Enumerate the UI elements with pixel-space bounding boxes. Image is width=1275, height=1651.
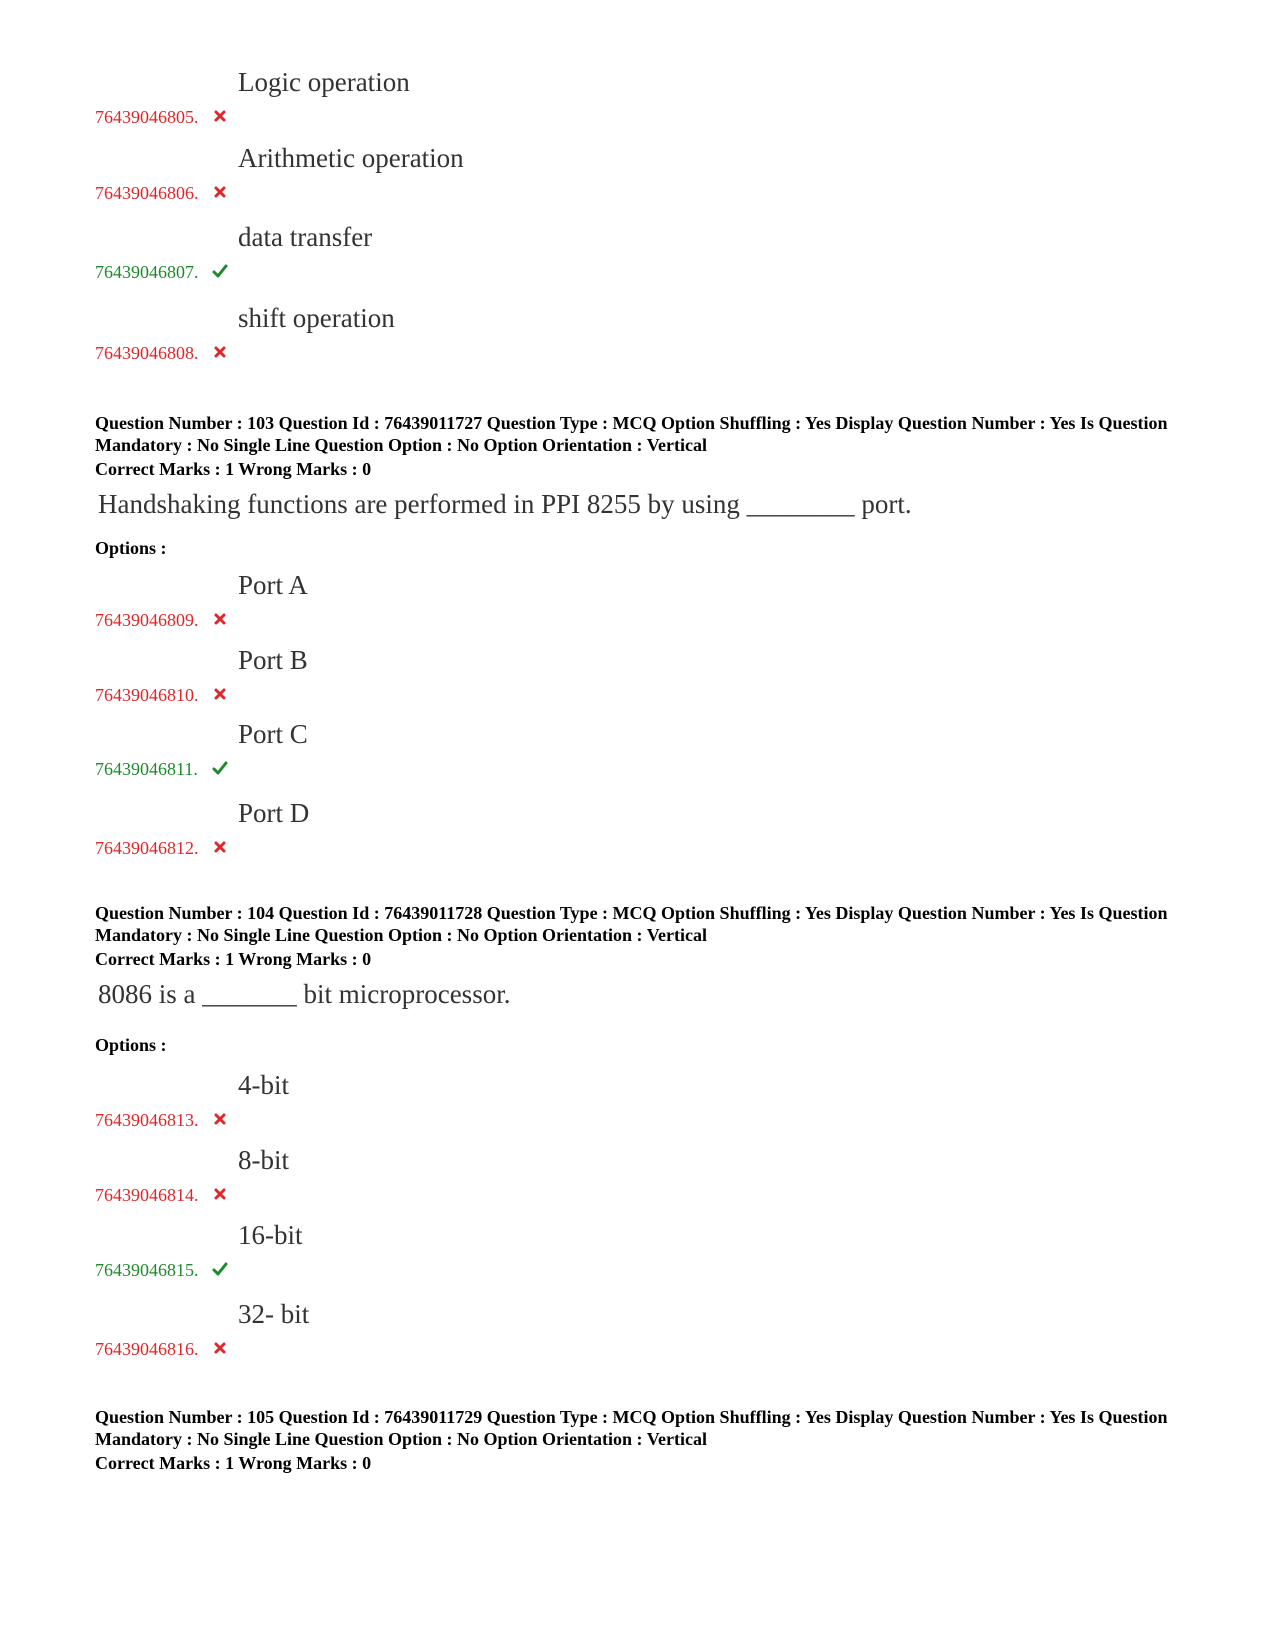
option-row bbox=[0, 1070, 1275, 1130]
cross-icon bbox=[212, 839, 228, 855]
question-103-meta: Question Number : 103 Question Id : 76439011727 Question Type : MCQ Option Shuffling : Yes Display Question Number : Yes Is Question Mandatory : No Single Line Question Option : No Option Orientation : Vertical bbox=[95, 413, 1168, 455]
option-row bbox=[0, 1299, 1275, 1359]
question-103-options-label: Options : bbox=[95, 538, 167, 558]
question-103-text: Handshaking functions are performed in PPI 8255 by using ________ port. bbox=[98, 489, 912, 519]
option-row bbox=[0, 1220, 1275, 1280]
option-row bbox=[0, 222, 1275, 282]
option-id: 76439046805. bbox=[95, 107, 199, 127]
check-icon bbox=[212, 263, 228, 279]
cross-icon bbox=[212, 344, 228, 360]
option-text: Arithmetic operation bbox=[238, 143, 464, 173]
cross-icon bbox=[212, 1340, 228, 1356]
cross-icon bbox=[212, 1186, 228, 1202]
option-id: 76439046813. bbox=[95, 1110, 199, 1130]
check-icon bbox=[212, 1261, 228, 1277]
option-text: 32- bit bbox=[238, 1299, 310, 1329]
option-id: 76439046811. bbox=[95, 759, 198, 779]
option-text: Port A bbox=[238, 570, 308, 600]
option-text: Port C bbox=[238, 719, 308, 749]
option-id: 76439046809. bbox=[95, 610, 199, 630]
option-id: 76439046815. bbox=[95, 1260, 199, 1280]
question-104-text: 8086 is a _______ bit microprocessor. bbox=[98, 979, 511, 1009]
question-104-marks: Correct Marks : 1 Wrong Marks : 0 bbox=[95, 949, 372, 969]
option-row bbox=[0, 303, 1275, 363]
option-id: 76439046812. bbox=[95, 838, 199, 858]
question-105-marks: Correct Marks : 1 Wrong Marks : 0 bbox=[95, 1453, 372, 1473]
option-text: data transfer bbox=[238, 222, 373, 252]
question-105-meta: Question Number : 105 Question Id : 76439011729 Question Type : MCQ Option Shuffling : Yes Display Question Number : Yes Is Question Mandatory : No Single Line Question Option : No Option Orientation : Vertical bbox=[95, 1407, 1168, 1449]
cross-icon bbox=[212, 1111, 228, 1127]
option-id: 76439046807. bbox=[95, 262, 199, 282]
option-row bbox=[0, 719, 1275, 779]
option-text: Port D bbox=[238, 798, 310, 828]
option-text: 16-bit bbox=[238, 1220, 303, 1250]
option-row bbox=[0, 798, 1275, 858]
option-row bbox=[0, 1145, 1275, 1205]
question-103-marks: Correct Marks : 1 Wrong Marks : 0 bbox=[95, 459, 372, 479]
option-id: 76439046806. bbox=[95, 183, 199, 203]
option-id: 76439046816. bbox=[95, 1339, 199, 1359]
cross-icon bbox=[212, 686, 228, 702]
question-104-options-label: Options : bbox=[95, 1035, 167, 1055]
cross-icon bbox=[212, 611, 228, 627]
option-row bbox=[0, 143, 1275, 203]
option-text: Logic operation bbox=[238, 67, 410, 97]
option-text: 4-bit bbox=[238, 1070, 289, 1100]
question-104-meta: Question Number : 104 Question Id : 76439011728 Question Type : MCQ Option Shuffling : Yes Display Question Number : Yes Is Question Mandatory : No Single Line Question Option : No Option Orientation : Vertical bbox=[95, 903, 1168, 945]
option-id: 76439046810. bbox=[95, 685, 199, 705]
option-id: 76439046814. bbox=[95, 1185, 199, 1205]
option-text: Port B bbox=[238, 645, 308, 675]
option-row bbox=[0, 67, 1275, 127]
option-row bbox=[0, 570, 1275, 630]
option-text: shift operation bbox=[238, 303, 395, 333]
cross-icon bbox=[212, 184, 228, 200]
option-id: 76439046808. bbox=[95, 343, 199, 363]
cross-icon bbox=[212, 108, 228, 124]
check-icon bbox=[212, 760, 228, 776]
option-text: 8-bit bbox=[238, 1145, 289, 1175]
option-row bbox=[0, 645, 1275, 705]
